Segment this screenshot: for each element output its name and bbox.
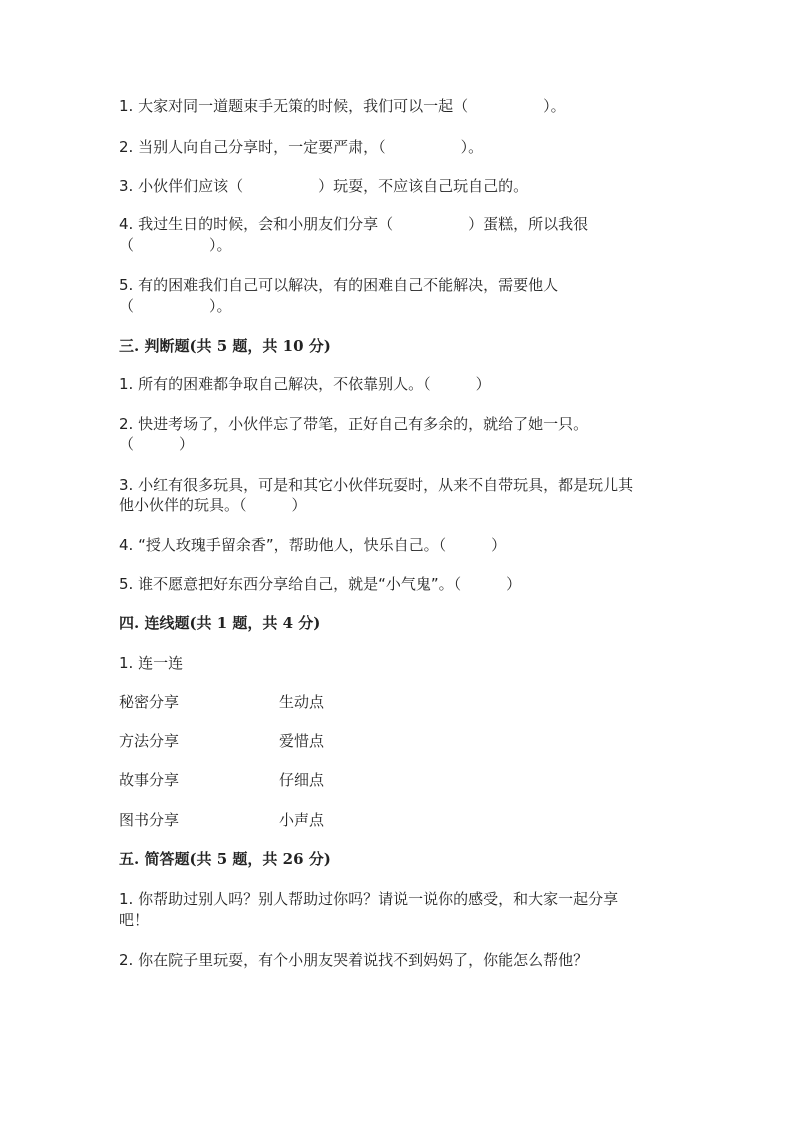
judge-question-4: 4. “授人玫瑰手留余香”，帮助他人，快乐自己。（ ） [119,536,507,554]
match-right-item: 小声点 [279,811,325,829]
short-answer-question-2: 2. 你在院子里玩耍，有个小朋友哭着说找不到妈妈了，你能怎么帮他？ [119,951,589,969]
judge-question-3-line-2: 他小伙伴的玩具。（ ） [119,496,307,514]
match-left-item: 故事分享 [119,771,180,789]
judge-question-1: 1. 所有的困难都争取自己解决，不依靠别人。（ ） [119,375,491,393]
match-left-item: 秘密分享 [119,693,180,711]
fill-blank-question-5-line-2: （ ）。 [119,297,232,315]
fill-blank-question-4-line-2: （ ）。 [119,236,232,254]
short-answer-question-1-line-2: 吧！ [119,911,150,929]
fill-blank-question-1: 1. 大家对同一道题束手无策的时候，我们可以一起（ ）。 [119,97,566,115]
judge-question-2-line-2: （ ） [119,435,195,453]
fill-blank-question-2: 2. 当别人向自己分享时，一定要严肃，（ ）。 [119,138,484,156]
short-answer-question-1-line-1: 1. 你帮助过别人吗？别人帮助过你吗？请说一说你的感受，和大家一起分享 [119,890,619,908]
match-section-heading: 四. 连线题(共 1 题，共 4 分) [119,614,321,632]
judge-question-2-line-1: 2. 快进考场了，小伙伴忘了带笔，正好自己有多余的，就给了她一只。 [119,415,589,433]
judge-question-5: 5. 谁不愿意把好东西分享给自己，就是“小气鬼”。（ ） [119,575,522,593]
fill-blank-question-3: 3. 小伙伴们应该（ ）玩耍，不应该自己玩自己的。 [119,177,529,195]
fill-blank-question-4-line-1: 4. 我过生日的时候，会和小朋友们分享（ ）蛋糕，所以我很 [119,215,589,233]
judge-question-3-line-1: 3. 小红有很多玩具，可是和其它小伙伴玩耍时，从来不自带玩具，都是玩儿其 [119,476,634,494]
fill-blank-question-5-line-1: 5. 有的困难我们自己可以解决，有的困难自己不能解决，需要他人 [119,276,559,294]
match-left-item: 图书分享 [119,811,180,829]
judge-section-heading: 三. 判断题(共 5 题，共 10 分) [119,337,331,355]
match-right-item: 生动点 [279,693,325,711]
match-question-1: 1. 连一连 [119,654,184,672]
short-answer-section-heading: 五. 简答题(共 5 题，共 26 分) [119,850,331,868]
match-right-item: 爱惜点 [279,732,325,750]
match-left-item: 方法分享 [119,732,180,750]
match-right-item: 仔细点 [279,771,325,789]
